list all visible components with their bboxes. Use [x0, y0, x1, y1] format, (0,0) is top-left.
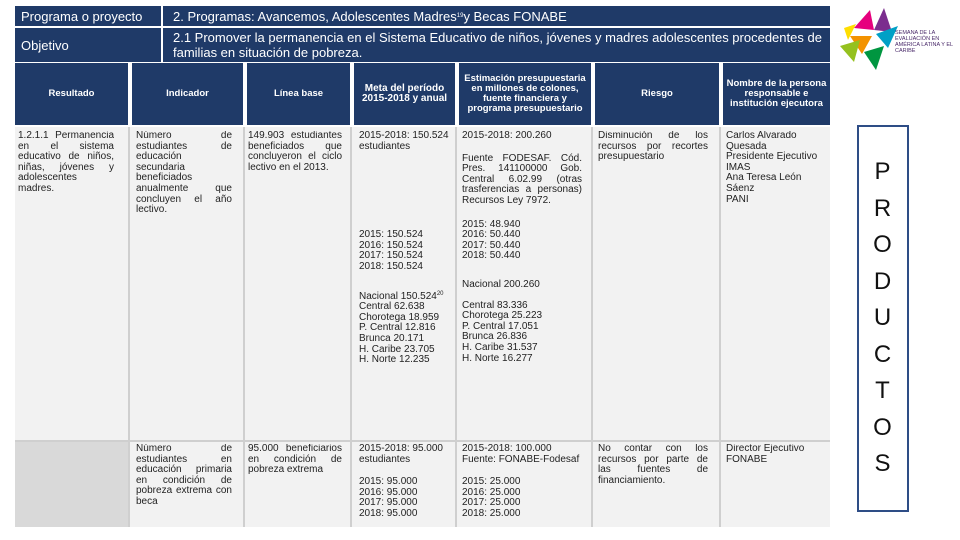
meta-region-line: Chorotega 18.959 [359, 311, 440, 323]
grid-divider [455, 127, 457, 527]
objective-label: Objetivo [15, 28, 163, 62]
row1-presup-fuente: Fuente FODESAF. Cód. Pres. 141100000 Gob. Central 6.02.99 (otras trasferencias a personas) Recursos Ley 7972. [462, 152, 582, 206]
row1-meta [359, 131, 449, 431]
side-letter: D [873, 267, 893, 295]
presup-year-line: 2015: 48.940 [462, 218, 521, 230]
program-header-row [15, 6, 830, 28]
objective-header-row [15, 28, 830, 62]
side-letter: P [874, 158, 892, 186]
grid-divider [591, 127, 593, 527]
row1-riesgo: Disminución de los recursos por recortes presupuestario [598, 131, 708, 163]
row2-presupuesto [462, 444, 582, 528]
row1-meta-head: 2015-2018: 150.524 estudiantes [359, 131, 449, 152]
responsable-line: Ana Teresa León Sáenz [726, 172, 802, 194]
presup-year-line: 2017: 50.440 [462, 239, 521, 251]
responsable-line: Director Ejecutivo FONABE [726, 444, 805, 465]
grid-divider [128, 127, 130, 527]
col-header-estimacion: Estimación presupuestaria en millones de colones, fuente financiera y programa presupuestario [457, 63, 591, 125]
meta-nacional: Nacional 150.524$^{20}$ [359, 290, 444, 302]
presup-nacional: Nacional 200.260 [462, 278, 540, 290]
presup-year-line: 2015: 25.000 [462, 476, 521, 488]
side-letter: T [875, 377, 891, 405]
meta-year-line: 2015: 150.524 [359, 229, 423, 241]
presup-year-line: 2016: 50.440 [462, 229, 521, 241]
row2-meta-head: 2015-2018: 95.000 estudiantes [359, 444, 443, 465]
row2-responsables [726, 444, 811, 465]
meta-region-line: Brunca 20.171 [359, 332, 425, 344]
row1-presup-years [462, 220, 582, 262]
side-letter: R [873, 194, 893, 222]
row1-indicador: Número de estudiantes de educación secundaria beneficiados anualmente que concluyen el año lectivo. [136, 131, 232, 216]
logo-petal-darkgreen [864, 46, 884, 70]
col-header-linea-base: Línea base [245, 63, 350, 125]
program-label: Programa o proyecto [15, 6, 163, 26]
responsable-line: Carlos Alvarado Quesada [726, 131, 797, 152]
col-header-resultado: Resultado [15, 63, 128, 125]
meta-region-line: H. Norte 12.235 [359, 354, 430, 366]
row2-presup-head: 2015-2018: 100.000 [462, 444, 552, 454]
meta-year-line: 2018: 150.524 [359, 260, 423, 272]
side-letter: S [874, 450, 892, 478]
side-letter: C [873, 340, 893, 368]
meta-year-line: 2015: 95.000 [359, 476, 418, 488]
row2-riesgo: No contar con los recursos por parte de las fuentes de financiamiento. [598, 444, 708, 486]
logo-petal-magenta [854, 10, 874, 30]
presup-region-line: P. Central 17.051 [462, 320, 539, 332]
meta-year-line: 2018: 95.000 [359, 507, 418, 519]
meta-region-line: Central 62.638 [359, 301, 425, 313]
logo-text: SEMANA DE LA EVALUACIÓN EN AMÉRICA LATINA Y EL CARIBE [895, 30, 953, 54]
objective-value: 2.1 Promover la permanencia en el Sistema Educativo de niños, jóvenes y madres adolescentes procedentes de familias en situación de pobreza. [173, 30, 822, 60]
row2-meta [359, 444, 449, 528]
row2-linea-base: 95.000 beneficiarios en condición de pobreza extrema [248, 444, 342, 476]
meta-year-line: 2016: 150.524 [359, 239, 423, 251]
meta-region-line: P. Central 12.816 [359, 322, 436, 334]
side-letter: O [873, 231, 893, 259]
row1-meta-regional [359, 289, 449, 366]
col-header-indicador: Indicador [130, 63, 243, 125]
col-header-responsable: Nombre de la persona responsable e institución ejecutora [721, 63, 830, 125]
side-letter: O [873, 413, 893, 441]
grid-divider [243, 127, 245, 527]
presup-year-line: 2018: 25.000 [462, 507, 521, 519]
presup-year-line: 2017: 25.000 [462, 497, 521, 509]
col-header-riesgo: Riesgo [593, 63, 719, 125]
presup-year-line: 2018: 50.440 [462, 250, 521, 262]
resultado-row2-blank [15, 441, 128, 527]
meta-year-line: 2016: 95.000 [359, 486, 418, 498]
row1-presup-head: 2015-2018: 200.260 [462, 131, 552, 141]
grid-divider [719, 127, 721, 527]
row1-responsables [726, 131, 826, 205]
row2-indicador: Número de estudiantes en educación primaria en condición de pobreza extrema con beca [136, 444, 232, 507]
presup-region-line: H. Norte 16.277 [462, 352, 533, 364]
row2-presup-fuente: Fuente: FONABE-Fodesaf [462, 453, 580, 465]
row1-presupuesto [462, 131, 582, 431]
grid-divider [350, 127, 352, 527]
presup-year-line: 2016: 25.000 [462, 486, 521, 498]
meta-year-line: 2017: 150.524 [359, 250, 423, 262]
responsable-line: PANI [726, 193, 749, 205]
row1-resultado: 1.2.1.1 Permanencia en el sistema educativo de niños, niñas, jóvenes y adolescentes madres. [18, 131, 114, 194]
row1-presup-regional [462, 280, 582, 364]
row2-meta-years [359, 477, 449, 519]
program-value: 2. Programas: Avancemos, Adolescentes Madres 19 y Becas FONABE [173, 8, 567, 24]
row2-presup-years [462, 477, 582, 519]
responsable-line: Presidente Ejecutivo IMAS [726, 151, 818, 173]
side-letter: U [873, 304, 893, 332]
productos-vertical-label [857, 125, 909, 512]
grid-row-divider [15, 440, 830, 442]
presup-region-line: Chorotega 25.223 [462, 310, 543, 322]
presup-region-line: Central 83.336 [462, 299, 528, 311]
presup-region-line: Brunca 26.836 [462, 331, 528, 343]
col-header-meta: Meta del período 2015-2018 y anual [352, 63, 455, 125]
meta-region-line: H. Caribe 23.705 [359, 343, 435, 355]
meta-year-line: 2017: 95.000 [359, 497, 418, 509]
logo-petal-purple [874, 8, 892, 32]
row1-meta-years [359, 230, 449, 272]
presup-region-line: H. Caribe 31.537 [462, 341, 538, 353]
logo-petal-green [840, 40, 860, 62]
row1-linea-base: 149.903 estudiantes beneficiados que concluyeron el ciclo lectivo en el 2013. [248, 131, 342, 173]
